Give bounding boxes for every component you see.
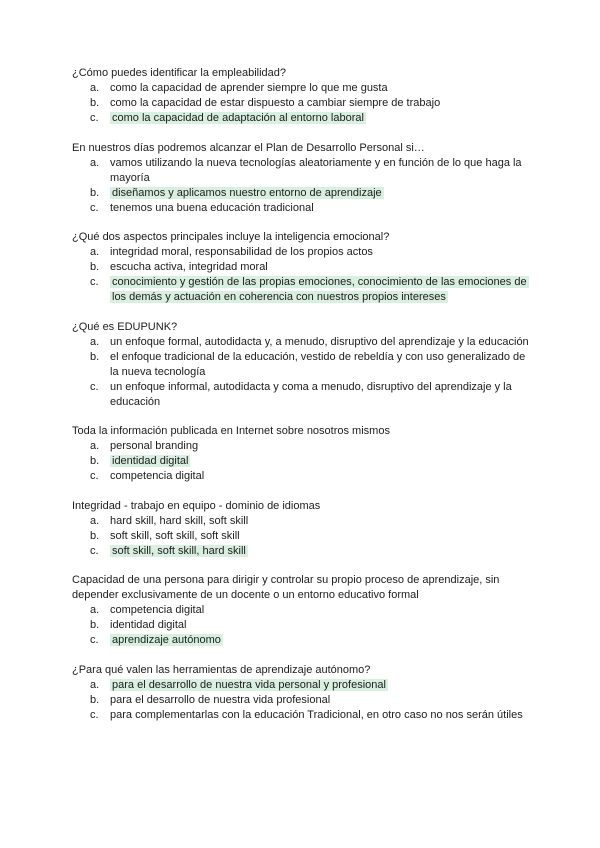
option-letter: b. xyxy=(90,455,100,467)
option-letter: c. xyxy=(90,112,99,124)
quiz-content xyxy=(72,66,532,737)
option-letter: a. xyxy=(90,678,100,691)
answer-option xyxy=(72,96,532,111)
question-block xyxy=(72,663,532,723)
option-text: integridad moral, responsabilidad de los propios actos xyxy=(110,246,373,258)
option-letter: b. xyxy=(90,261,100,273)
option-text: el enfoque tradicional de la educación, vestido de rebeldía y con uso generalizado de la nueva tecnología xyxy=(110,350,526,378)
option-letter: a. xyxy=(90,604,100,616)
question-text: Capacidad de una persona para dirigir y controlar su propio proceso de aprendizaje, sin depender exclusivamente de un docente o un entorno educativo formal xyxy=(72,574,500,601)
answer-option xyxy=(72,81,532,96)
option-text: personal branding xyxy=(110,440,199,452)
question-block xyxy=(72,320,532,410)
option-text: un enfoque formal, autodidacta y, a menudo, disruptivo del aprendizaje y la educación xyxy=(110,335,529,348)
option-letter: c. xyxy=(90,708,99,721)
option-letter: a. xyxy=(90,440,100,452)
option-text: como la capacidad de estar dispuesto a cambiar siempre de trabajo xyxy=(110,97,441,109)
option-letter: a. xyxy=(90,82,100,94)
option-letter: c. xyxy=(90,470,99,482)
option-text: como la capacidad de aprender siempre lo que me gusta xyxy=(110,82,388,94)
option-letter: c. xyxy=(90,544,99,557)
option-text: escucha activa, integridad moral xyxy=(110,261,268,273)
answer-option xyxy=(72,439,532,454)
option-letter: a. xyxy=(90,246,100,258)
question-text: Integridad - trabajo en equipo - dominio de idiomas xyxy=(72,499,321,512)
option-letter: c. xyxy=(90,276,99,288)
option-letter: b. xyxy=(90,186,100,199)
question-block xyxy=(72,230,532,305)
option-letter: a. xyxy=(90,335,100,348)
highlighted-answer-text: como la capacidad de adaptación al entorno laboral xyxy=(112,112,364,124)
option-list xyxy=(72,81,532,126)
answer-option-correct xyxy=(72,678,532,693)
highlighted-answer-text: conocimiento y gestión de las propias emociones, conocimiento de las emociones de los demás y actuación en coherencia con nuestros propios intereses xyxy=(112,276,527,303)
question-text: Toda la información publicada en Internet sobre nosotros mismos xyxy=(72,425,390,437)
option-text: un enfoque informal, autodidacta y coma a menudo, disruptivo del aprendizaje y la educación xyxy=(110,380,512,408)
answer-option-correct xyxy=(72,111,532,126)
answer-option xyxy=(72,708,532,723)
highlighted-answer-text: diseñamos y aplicamos nuestro entorno de aprendizaje xyxy=(112,186,382,199)
option-text: tenemos una buena educación tradicional xyxy=(110,201,314,214)
option-list xyxy=(72,439,532,484)
question-block xyxy=(72,141,532,216)
question-text: ¿Qué dos aspectos principales incluye la inteligencia emocional? xyxy=(72,231,390,243)
option-list xyxy=(72,678,532,723)
option-text: competencia digital xyxy=(110,470,205,482)
answer-option-correct xyxy=(72,186,532,201)
answer-option xyxy=(72,529,532,544)
option-text: hard skill, hard skill, soft skill xyxy=(110,514,249,527)
answer-option xyxy=(72,380,532,410)
answer-option-correct xyxy=(72,454,532,469)
answer-option xyxy=(72,156,532,186)
option-letter: c. xyxy=(90,201,99,214)
option-list xyxy=(72,245,532,305)
question-text: ¿Para qué valen las herramientas de aprendizaje autónomo? xyxy=(72,663,371,676)
question-block xyxy=(72,424,532,484)
option-text: identidad digital xyxy=(110,619,187,631)
option-letter: b. xyxy=(90,529,100,542)
answer-option xyxy=(72,245,532,260)
option-letter: a. xyxy=(90,156,100,169)
option-letter: a. xyxy=(90,514,100,527)
option-text: vamos utilizando la nueva tecnologías aleatoriamente y en función de lo que haga la mayoría xyxy=(110,156,522,184)
option-list xyxy=(72,156,532,216)
answer-option-correct xyxy=(72,544,532,559)
question-text: En nuestros días podremos alcanzar el Plan de Desarrollo Personal si… xyxy=(72,141,425,154)
answer-option xyxy=(72,618,532,633)
answer-option xyxy=(72,693,532,708)
answer-option xyxy=(72,514,532,529)
question-text: ¿Qué es EDUPUNK? xyxy=(72,320,178,333)
option-letter: c. xyxy=(90,380,99,393)
question-text: ¿Cómo puedes identificar la empleabilidad? xyxy=(72,67,287,79)
highlighted-answer-text: soft skill, soft skill, hard skill xyxy=(112,544,246,557)
question-block xyxy=(72,66,532,126)
highlighted-answer-text: aprendizaje autónomo xyxy=(112,634,221,646)
option-letter: c. xyxy=(90,634,99,646)
answer-option xyxy=(72,350,532,380)
option-text: soft skill, soft skill, soft skill xyxy=(110,529,240,542)
answer-option xyxy=(72,201,532,216)
option-letter: b. xyxy=(90,350,100,363)
answer-option xyxy=(72,469,532,484)
option-letter: b. xyxy=(90,693,100,706)
question-block xyxy=(72,499,532,559)
answer-option xyxy=(72,260,532,275)
answer-option-correct xyxy=(72,633,532,648)
option-list xyxy=(72,335,532,410)
answer-option xyxy=(72,603,532,618)
option-list xyxy=(72,514,532,559)
option-text: competencia digital xyxy=(110,604,205,616)
question-block xyxy=(72,573,532,648)
option-text: para el desarrollo de nuestra vida profesional xyxy=(110,693,331,706)
option-list xyxy=(72,603,532,648)
answer-option xyxy=(72,335,532,350)
answer-option-correct xyxy=(72,275,532,305)
option-text: para complementarlas con la educación Tradicional, en otro caso no nos serán útiles xyxy=(110,708,523,721)
option-letter: b. xyxy=(90,97,100,109)
option-letter: b. xyxy=(90,619,100,631)
highlighted-answer-text: para el desarrollo de nuestra vida personal y profesional xyxy=(112,678,386,691)
highlighted-answer-text: identidad digital xyxy=(112,455,189,467)
